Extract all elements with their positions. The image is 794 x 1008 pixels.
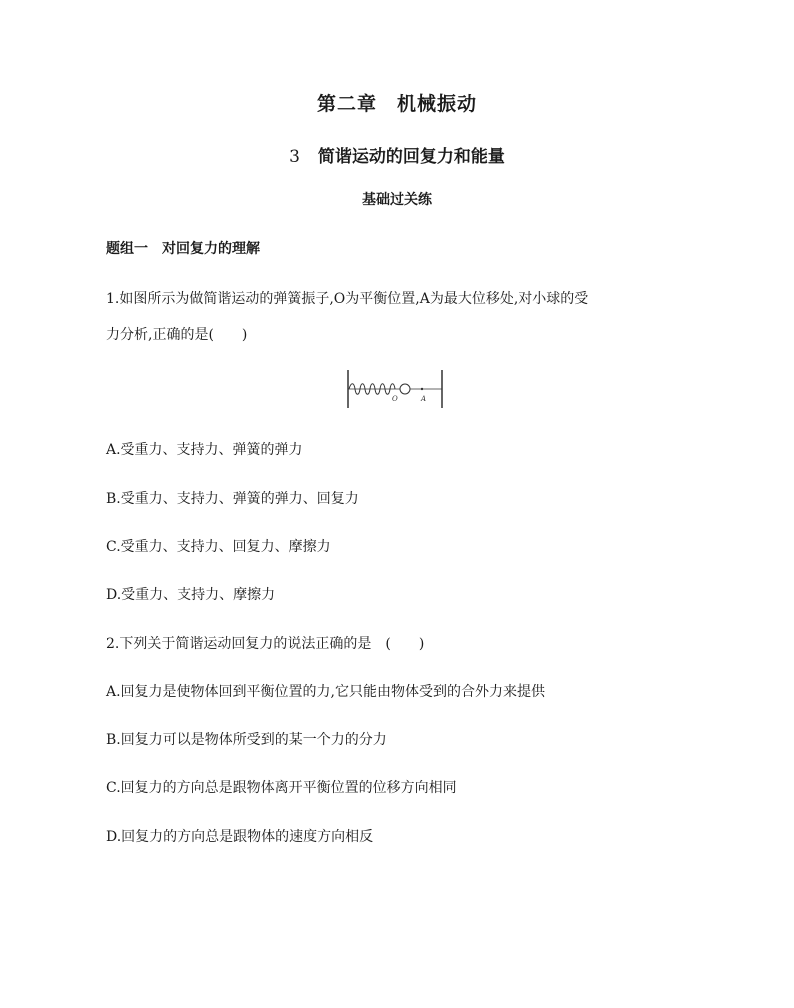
question-1-stem-line-1: 1.如图所示为做简谐运动的弹簧振子,O为平衡位置,A为最大位移处,对小球的受 (106, 291, 589, 307)
question-1-option-c: C.受重力、支持力、回复力、摩擦力 (106, 539, 331, 555)
label-a: A (421, 395, 427, 403)
section-name: 简谐运动的回复力和能量 (317, 147, 505, 167)
question-1-option-a: A.受重力、支持力、弹簧的弹力 (106, 442, 303, 458)
drill-title: 基础过关练 (362, 192, 432, 208)
question-2-option-c: C.回复力的方向总是跟物体离开平衡位置的位移方向相同 (106, 780, 457, 796)
section-number: 3 (289, 147, 300, 167)
question-1-stem-line-2: 力分析,正确的是( ) (106, 327, 248, 343)
question-2-option-d: D.回复力的方向总是跟物体的速度方向相反 (106, 829, 374, 845)
spring-oscillator-figure (345, 368, 445, 410)
question-2-option-b: B.回复力可以是物体所受到的某一个力的分力 (106, 732, 387, 748)
section-title (0, 142, 794, 167)
question-2-stem: 2.下列关于简谐运动回复力的说法正确的是 ( ) (106, 636, 425, 652)
point-a-dot (421, 388, 423, 390)
question-1-option-b: B.受重力、支持力、弹簧的弹力、回复力 (106, 491, 359, 507)
chapter-title: 第二章 机械振动 (316, 93, 477, 115)
group-title: 题组一 对回复力的理解 (106, 241, 260, 257)
question-1-option-d: D.受重力、支持力、摩擦力 (106, 587, 276, 603)
label-o: O (392, 395, 398, 403)
question-2-option-a: A.回复力是使物体回到平衡位置的力,它只能由物体受到的合外力来提供 (106, 684, 546, 700)
ball (400, 384, 410, 394)
